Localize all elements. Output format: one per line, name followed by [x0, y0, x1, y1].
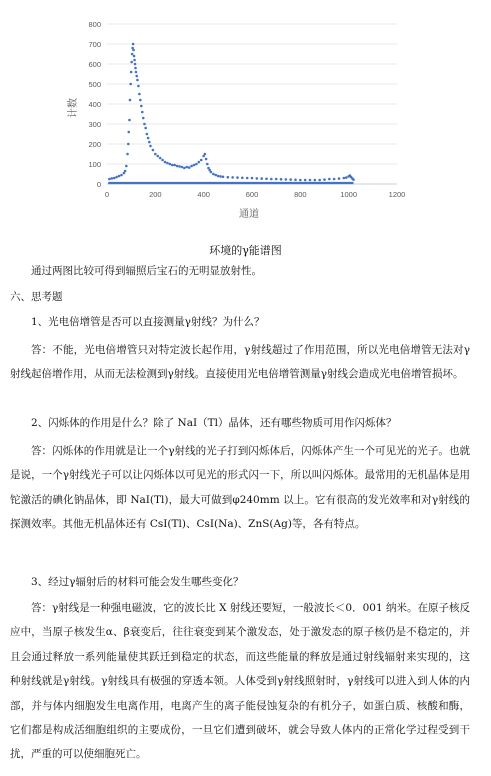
data-point	[142, 117, 145, 120]
data-point	[323, 178, 326, 181]
data-point	[231, 176, 234, 179]
data-point	[146, 133, 149, 136]
data-point	[275, 178, 278, 181]
data-point	[188, 166, 191, 169]
data-point	[214, 174, 217, 177]
data-point	[299, 179, 302, 182]
data-point	[171, 164, 174, 167]
data-point	[181, 166, 184, 169]
data-point	[227, 176, 230, 179]
x-tick-label: 400	[197, 190, 210, 199]
question-3: 3、经过γ辐射后的材料可能会发生哪些变化？	[31, 576, 244, 588]
data-point	[328, 178, 331, 181]
data-point	[285, 178, 288, 181]
y-tick-labels	[88, 20, 101, 189]
data-point	[149, 145, 152, 148]
data-point	[178, 165, 181, 168]
data-point	[129, 83, 132, 86]
data-point	[265, 178, 268, 181]
x-tick-label: 1200	[388, 190, 406, 199]
data-point	[115, 176, 118, 179]
data-point	[206, 163, 209, 166]
data-point	[144, 127, 147, 130]
data-point	[338, 177, 341, 180]
data-point	[136, 79, 139, 82]
data-point	[113, 177, 116, 180]
y-tick-label: 100	[88, 160, 101, 169]
x-tick-label: 600	[245, 190, 259, 199]
y-tick-label: 800	[88, 20, 101, 29]
data-point	[120, 174, 123, 177]
data-point	[270, 178, 273, 181]
question-1: 1、光电倍增管是否可以直接测量γ射线？为什么？	[31, 316, 265, 328]
data-point	[129, 99, 132, 102]
data-point	[164, 161, 167, 164]
data-point	[161, 159, 164, 162]
gamma-spectrum-chart	[62, 10, 412, 225]
data-point	[135, 75, 138, 78]
data-point	[169, 163, 172, 166]
data-point	[190, 165, 193, 168]
data-point	[166, 162, 169, 165]
question-2: 2、闪烁体的作用是什么？除了 NaI（Tl）晶体，还有哪些物质可用作闪烁体？	[31, 417, 397, 429]
x-tick-label: 0	[104, 190, 110, 199]
data-point	[111, 177, 114, 180]
data-point	[309, 179, 312, 182]
data-point	[131, 53, 134, 56]
data-point	[133, 59, 136, 62]
data-point	[173, 164, 176, 167]
data-point	[343, 177, 346, 180]
data-point	[260, 177, 263, 180]
data-point	[128, 119, 131, 122]
data-point	[314, 179, 317, 182]
intro-text: 通过两图比较可得到辐照后宝石的无明显放射性。	[31, 265, 262, 277]
data-point	[159, 157, 162, 160]
y-tick-label: 600	[88, 60, 101, 69]
data-point	[154, 153, 157, 156]
data-point	[125, 165, 128, 168]
data-point	[289, 178, 292, 181]
data-point	[152, 149, 155, 152]
data-point	[124, 170, 127, 173]
data-point	[127, 131, 130, 134]
data-point	[134, 63, 137, 66]
data-point	[236, 176, 239, 179]
data-point	[256, 177, 259, 180]
answer-3: 答：γ射线是一种强电磁波，它的波长比 X 射线还要短，一般波长＜0．001 纳米。在原子核反应中，当原子核发生α、β衰变后，往往衰变到某个激发态，处于激发态的原子核仍是不稳定的，并且会通过释放一系列能量使其跃迁到稳定的状态，而这些能量的释放是通过射线辐射来实现的，这种射线就是γ射线。γ射线具有极强的穿透本领。人体受到γ射线照射时，γ射线可以进入到人体的内部，并与体内细胞发生电离作用，电离产生的离子能侵蚀复杂的有机分子，如蛋白质、核酸和酶，它们都是构成活细胞组织的主要成份，一旦它们遭到破坏，就会导致人体内的正常化学过程受到干扰，严重的可以使细胞死亡。	[10, 602, 470, 761]
data-point	[294, 179, 297, 182]
data-point	[132, 43, 135, 46]
data-point	[217, 175, 220, 178]
data-point	[132, 49, 135, 52]
data-point	[126, 153, 129, 156]
data-point	[222, 176, 225, 179]
data-point	[133, 55, 136, 58]
data-point	[140, 105, 143, 108]
data-point	[280, 178, 283, 181]
data-point	[183, 167, 186, 170]
data-point	[210, 171, 213, 174]
data-point	[130, 61, 133, 64]
data-point	[134, 67, 137, 70]
data-point	[141, 111, 144, 114]
data-point	[204, 153, 207, 156]
y-tick-label: 200	[88, 140, 101, 149]
data-point	[333, 178, 336, 181]
data-point	[195, 163, 198, 166]
x-axis-label: 通道	[239, 209, 259, 220]
y-tick-label: 700	[88, 40, 101, 49]
data-point	[304, 179, 307, 182]
data-point	[137, 85, 140, 88]
data-point	[138, 93, 141, 96]
data-point	[241, 177, 244, 180]
data-point	[130, 71, 133, 74]
chart-grid	[107, 24, 397, 184]
data-point	[251, 177, 254, 180]
data-point	[193, 164, 196, 167]
y-axis-label: 计数	[68, 98, 79, 118]
answer-2: 答：闪烁体的作用就是让一个γ射线的光子打到闪烁体后，闪烁体产生一个可见光的光子。也就是说，一个γ射线光子可以让闪烁体以可见光的形式闪一下，所以叫闪烁体。最常用的无机晶体是用铊激活的碘化钠晶体，即 NaI(Tl)，最大可做到φ240mm 以上。它有很高的发光效率和对γ射线的探测效率。其他无机晶体还有 CsI(Tl)、CsI(Na)、ZnS(Ag)等，各有特点。	[10, 445, 470, 531]
x-tick-label: 200	[149, 190, 162, 199]
data-point	[127, 143, 130, 146]
y-tick-label: 0	[96, 180, 101, 189]
data-point	[135, 71, 138, 74]
y-tick-label: 400	[88, 100, 101, 109]
answer-1: 答：不能，光电倍增管只对特定波长起作用，γ射线超过了作用范围，所以光电倍增管无法对γ射线起倍增作用，从而无法检测到γ射线。直接使用光电倍增管测量γ射线会造成光电倍增管损坏。	[10, 344, 470, 381]
data-point	[205, 158, 208, 161]
data-point	[176, 165, 179, 168]
data-point	[246, 177, 249, 180]
data-point	[156, 155, 159, 158]
data-point	[108, 178, 111, 181]
data-point	[219, 175, 222, 178]
data-point	[212, 173, 215, 176]
x-tick-label: 1000	[340, 190, 358, 199]
chart-points	[108, 43, 355, 182]
data-point	[185, 166, 188, 169]
figure-caption: 环境的γ能谱图	[209, 244, 282, 257]
x-tick-labels	[105, 190, 405, 199]
data-point	[200, 159, 203, 162]
data-point	[148, 141, 151, 144]
y-tick-label: 500	[88, 80, 101, 89]
data-point	[143, 123, 146, 126]
x-tick-label: 800	[294, 190, 307, 199]
section-heading: 六、思考题	[10, 291, 63, 303]
data-point	[345, 176, 348, 179]
data-point	[118, 175, 121, 178]
data-point	[318, 179, 321, 182]
y-tick-label: 300	[88, 120, 101, 129]
data-point	[139, 99, 142, 102]
data-point	[352, 178, 355, 181]
data-point	[198, 161, 201, 164]
data-point	[147, 137, 150, 140]
